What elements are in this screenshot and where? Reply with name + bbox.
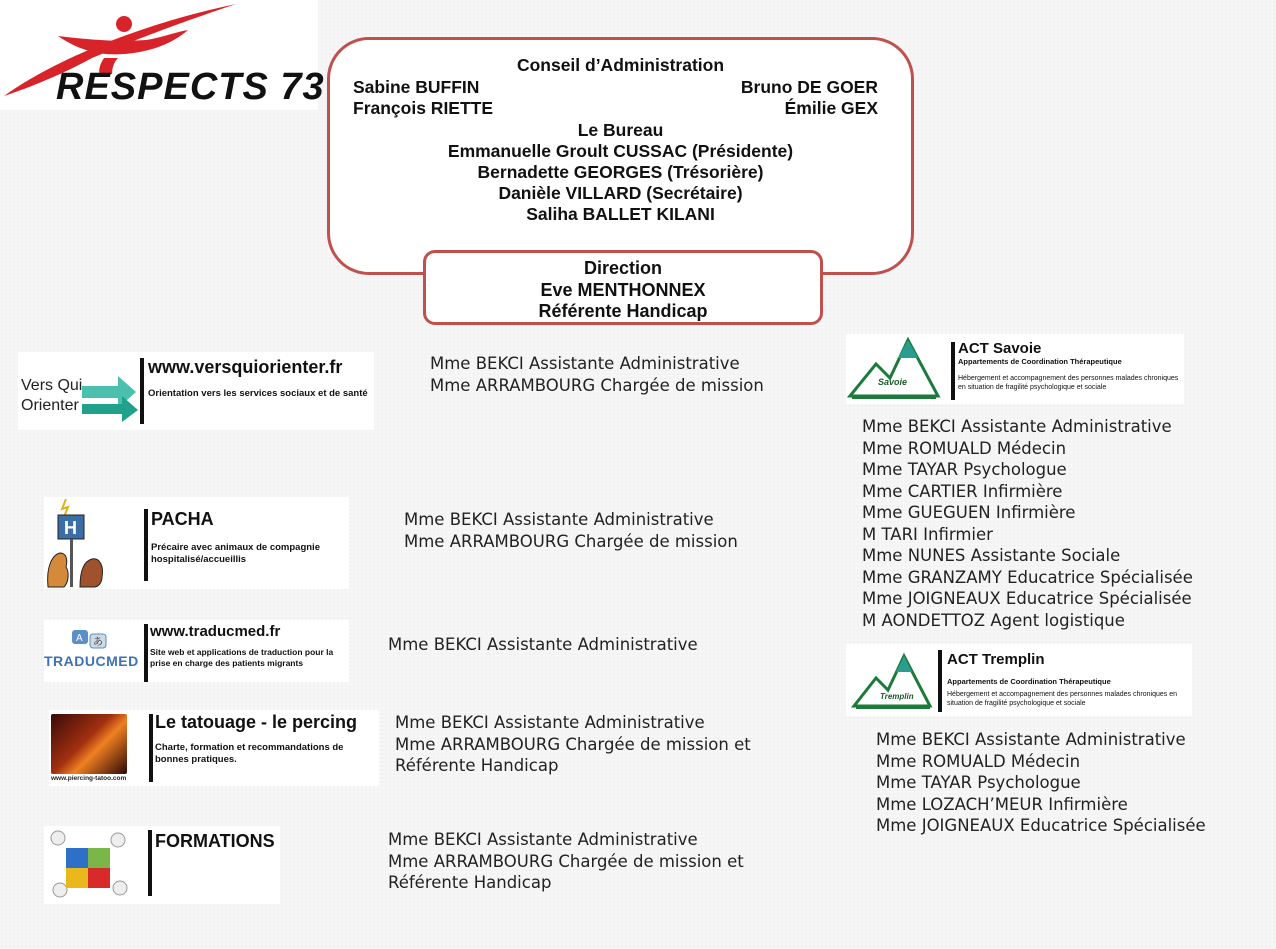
tatouage-poster-image xyxy=(51,714,127,774)
act-savoie-card xyxy=(846,334,1184,404)
staff-member: M AONDETTOZ Agent logistique xyxy=(862,610,1125,630)
vqo-logo-text: Vers Qui Orienter xyxy=(21,377,83,414)
staff-member: Mme LOZACH’MEUR Infirmière xyxy=(876,794,1128,814)
staff-member: Référente Handicap xyxy=(388,873,552,892)
act-tremplin-title: ACT Tremplin xyxy=(947,651,1045,668)
staff-member: Mme ARRAMBOURG Chargée de mission xyxy=(404,531,738,551)
staff-member: Mme TAYAR Psychologue xyxy=(862,460,1067,479)
svg-text:H: H xyxy=(64,518,77,538)
act-tremplin-card xyxy=(846,644,1192,716)
hospital-animals-icon xyxy=(44,497,106,589)
staff-member: Mme ROMUALD Médecin xyxy=(876,751,1081,771)
house-mountain-icon xyxy=(846,334,942,404)
conseil-member: Bruno DE GOER xyxy=(740,77,878,97)
staff-member: Mme ROMUALD Médecin xyxy=(862,438,1067,458)
act-savoie-subtitle: Appartements de Coordination Thérapeutique xyxy=(958,357,1122,366)
staff-member: Mme BEKCI Assistante Administrative xyxy=(430,354,740,373)
staff-member: Mme ARRAMBOURG Chargée de mission xyxy=(430,375,764,395)
staff-member: Mme BEKCI Assistante Administrative xyxy=(388,830,698,849)
traducmed-logo-text: TRADUCMED xyxy=(44,653,139,669)
bureau-title: Le Bureau xyxy=(577,120,664,140)
staff-member: Référente Handicap xyxy=(395,756,559,775)
conseil-box xyxy=(327,37,914,275)
direction-role: Référente Handicap xyxy=(538,301,708,321)
staff-list-formations xyxy=(388,829,744,894)
service-title: www.versquiorienter.fr xyxy=(148,357,343,377)
service-title: PACHA xyxy=(151,509,214,529)
staff-member: Mme GRANZAMY Educatrice Spécialisée xyxy=(862,567,1193,587)
puzzle-people-icon xyxy=(44,828,134,902)
act-savoie-logo-text: Savoie xyxy=(878,377,908,387)
staff-member: Mme ARRAMBOURG Chargée de mission et xyxy=(395,734,751,754)
conseil-member: Émilie GEX xyxy=(784,98,878,118)
staff-member: Mme ARRAMBOURG Chargée de mission et xyxy=(388,851,744,871)
service-card-traducmed xyxy=(44,620,349,682)
staff-list-pacha xyxy=(404,509,738,552)
staff-member: Mme BEKCI Assistante Administrative xyxy=(388,635,698,654)
conseil-title: Conseil d’Administration xyxy=(516,55,725,75)
act-tremplin-logo-text: Tremplin xyxy=(880,692,914,701)
service-subtitle: Orientation vers les services sociaux et de santé xyxy=(148,388,368,399)
direction-box xyxy=(423,250,823,325)
staff-member: Mme JOIGNEAUX Educatrice Spécialisée xyxy=(862,589,1192,608)
service-title: FORMATIONS xyxy=(155,831,275,851)
staff-member: Mme NUNES Assistante Sociale xyxy=(862,546,1121,565)
staff-list-traducmed xyxy=(388,634,698,656)
tatouage-logo-caption: www.piercing-tatoo.com xyxy=(51,775,127,782)
logo-text: RESPECTS 73 xyxy=(56,66,325,108)
service-card-pacha xyxy=(44,497,349,589)
svg-text:A: A xyxy=(76,633,83,644)
service-subtitle: Précaire avec animaux de compagnie hospitalisé/accueillis xyxy=(151,542,320,565)
staff-member: Mme CARTIER Infirmière xyxy=(862,481,1063,501)
service-title: www.traducmed.fr xyxy=(150,623,281,640)
bureau-member: Saliha BALLET KILANI xyxy=(526,204,715,224)
service-title: Le tatouage - le percing xyxy=(155,712,358,732)
staff-member: Mme GUEGUEN Infirmière xyxy=(862,503,1076,522)
bureau-member: Danièle VILLARD (Secrétaire) xyxy=(498,183,743,203)
arrows-icon xyxy=(78,366,140,422)
translation-bubbles-icon xyxy=(70,628,110,652)
staff-member: Mme TAYAR Psychologue xyxy=(876,773,1081,792)
staff-member: Mme BEKCI Assistante Administrative xyxy=(404,510,714,529)
service-card-versquiorienter xyxy=(18,352,374,430)
staff-list-versquiorienter xyxy=(430,353,764,396)
staff-list-tatouage xyxy=(395,712,751,777)
staff-member: Mme JOIGNEAUX Educatrice Spécialisée xyxy=(876,816,1206,835)
bureau-member: Bernadette GEORGES (Trésorière) xyxy=(477,162,764,182)
staff-member: M TARI Infirmier xyxy=(862,524,993,544)
act-tremplin-description: Hébergement et accompagnement des personnes malades chroniques en situation de fragilité psychologique et sociale xyxy=(947,691,1177,707)
act-savoie-staff-list xyxy=(862,416,1193,631)
act-savoie-description: Hébergement et accompagnement des personnes malades chroniques en situation de fragilité psychologique et sociale xyxy=(958,375,1179,391)
direction-title: Direction xyxy=(583,258,662,278)
staff-member: Mme BEKCI Assistante Administrative xyxy=(862,417,1172,436)
svg-text:あ: あ xyxy=(93,637,103,648)
logo xyxy=(0,0,325,110)
staff-member: Mme BEKCI Assistante Administrative xyxy=(395,713,705,732)
service-card-formations xyxy=(44,826,280,904)
act-savoie-title: ACT Savoie xyxy=(958,340,1042,357)
service-subtitle: Site web et applications de traduction pour la prise en charge des patients migrants xyxy=(150,647,334,668)
act-tremplin-staff-list xyxy=(876,729,1206,837)
direction-name: Eve MENTHONNEX xyxy=(540,279,706,300)
service-card-tatouage xyxy=(49,710,379,786)
bureau-member: Emmanuelle Groult CUSSAC (Présidente) xyxy=(447,141,794,161)
service-subtitle: Charte, formation et recommandations de bonnes pratiques. xyxy=(155,742,344,765)
staff-member: Mme BEKCI Assistante Administrative xyxy=(876,730,1186,749)
house-mountain-icon xyxy=(850,650,934,714)
act-tremplin-subtitle: Appartements de Coordination Thérapeutique xyxy=(947,677,1111,686)
conseil-member: Sabine BUFFIN xyxy=(353,77,480,97)
conseil-member: François RIETTE xyxy=(353,98,494,118)
